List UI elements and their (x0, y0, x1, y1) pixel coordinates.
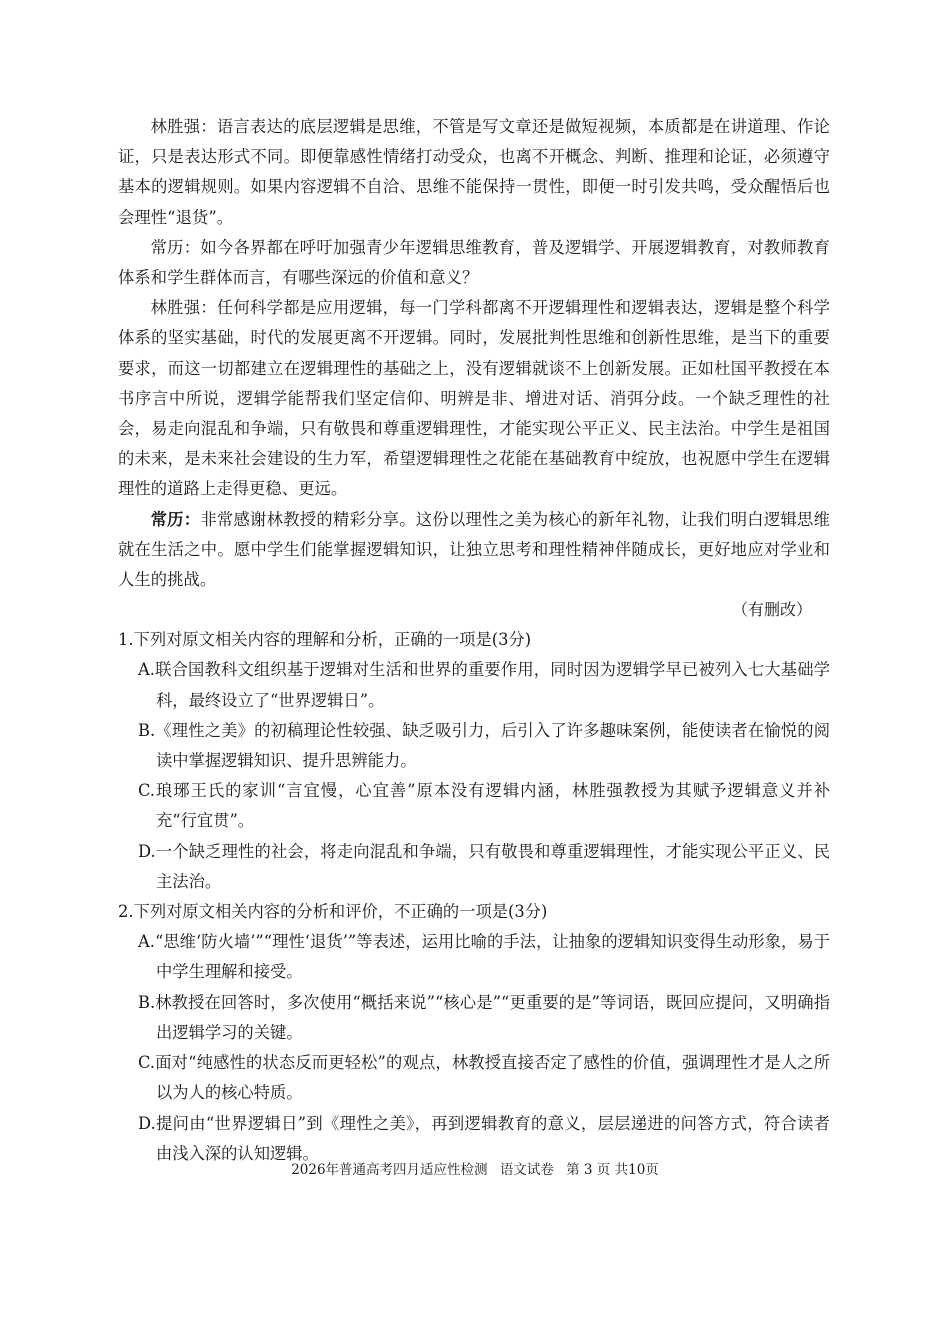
option-letter: B. (138, 992, 156, 1012)
passage-paragraph (118, 233, 830, 293)
paragraph-text: 如今各界都在呼吁加强青少年逻辑思维教育，普及逻辑学、开展逻辑教育，对教师教育体系和学生群体而言，有哪些深远的价值和意义？ (118, 237, 830, 288)
question-stem: 2.下列对原文相关内容的分析和评价，不正确的一项是(3分) (118, 902, 548, 922)
option-letter: B. (138, 720, 156, 740)
option-d (118, 837, 830, 897)
question-stem: 1.下列对原文相关内容的理解和分析，正确的一项是(3分) (118, 630, 532, 650)
option-letter: A. (138, 660, 155, 680)
option-a (118, 655, 830, 715)
option-c (118, 776, 830, 836)
option-text: 联合国教科文组织基于逻辑对生活和世界的重要作用，同时因为逻辑学早已被列入七大基础学科，最终设立了“世界逻辑日”。 (154, 660, 830, 710)
option-text: 林教授在回答时，多次使用“概括来说”“核心是”“更重要的是”等词语，既回应提问，又明确指出逻辑学习的关键。 (155, 992, 830, 1042)
speaker-label: 林胜强： (150, 298, 217, 318)
option-letter: D. (138, 841, 156, 861)
speaker-label: 常历： (150, 509, 201, 529)
page-footer (0, 1160, 950, 1180)
speaker-label: 常历： (150, 237, 201, 257)
speaker-label: 林胜强： (150, 117, 217, 136)
exam-page (118, 112, 830, 1169)
option-b (118, 988, 830, 1048)
passage-paragraph (118, 112, 830, 233)
option-text: 提问由“世界逻辑日”到《理性之美》，再到逻辑教育的意义，层层递进的问答方式，符合读者由浅入深的认知逻辑。 (155, 1113, 830, 1163)
footer-page-number: 第 3 页 共10页 (566, 1162, 659, 1178)
option-letter: A. (138, 932, 155, 952)
option-letter: C. (138, 1053, 156, 1073)
paragraph-text: 非常感谢林教授的精彩分享。这份以理性之美为核心的新年礼物，让我们明白逻辑思维就在生活之中。愿中学生们能掌握逻辑知识，让独立思考和理性精神伴随成长，更好地应对学业和人生的挑战。 (118, 509, 830, 590)
question-1 (118, 625, 830, 897)
question-2 (118, 897, 830, 1169)
option-letter: C. (138, 781, 156, 801)
passage-paragraph (118, 293, 830, 504)
option-text: 琅琊王氏的家训“言宜慢，心宜善”原本没有逻辑内涵，林胜强教授为其赋予逻辑意义并补充“行宜贯”。 (155, 781, 830, 831)
option-text: 《理性之美》的初稿理论性较强、缺乏吸引力，后引入了许多趣味案例，能使读者在愉悦的阅读中掌握逻辑知识、提升思辨能力。 (155, 720, 830, 771)
option-c (118, 1048, 830, 1108)
footer-subject: 语文试卷 (499, 1162, 554, 1178)
revision-note: （有删改） (731, 600, 812, 620)
option-text: 一个缺乏理性的社会，将走向混乱和争端，只有敬畏和尊重逻辑理性，才能实现公平正义、民主法治。 (155, 841, 830, 891)
option-a (118, 927, 830, 987)
paragraph-text: 任何科学都是应用逻辑，每一门学科都离不开逻辑理性和逻辑表达，逻辑是整个科学体系的坚实基础，时代的发展更离不开逻辑。同时，发展批判性思维和创新性思维，是当下的重要要求，而这一切都建立在逻辑理性的基础之上，没有逻辑就谈不上创新发展。正如杜国平教授在本书序言中所说，逻辑学能帮我们坚定信仰、明辨是非、增进对话、消弭分歧。一个缺乏理性的社会，易走向混乱和争端，只有敬畏和尊重逻辑理性，才能实现公平正义、民主法治。中学生是祖国的未来，是未来社会建设的生力军，希望逻辑理性之花能在基础教育中绽放，也祝愿中学生在逻辑理性的道路上走得更稳、更远。 (118, 298, 830, 499)
footer-exam-title: 2026年普通高考四月适应性检测 (291, 1162, 488, 1178)
option-text: “思维‘防火墙’”“理性‘退货’”等表述，运用比喻的手法，让抽象的逻辑知识变得生动形象，易于中学生理解和接受。 (154, 932, 830, 982)
option-b (118, 716, 830, 776)
paragraph-text: 语言表达的底层逻辑是思维，不管是写文章还是做短视频，本质都是在讲道理、作论证，只是表达形式不同。即便靠感性情绪打动受众，也离不开概念、判断、推理和论证，必须遵守基本的逻辑规则。如果内容逻辑不自洽、思维不能保持一贯性，即便一时引发共鸣，受众醒悟后也会理性“退货”。 (118, 117, 830, 227)
option-letter: D. (138, 1113, 156, 1133)
passage-paragraph (118, 505, 830, 596)
option-text: 面对“纯感性的状态反而更轻松”的观点，林教授直接否定了感性的价值，强调理性才是人之所以为人的核心特质。 (155, 1053, 830, 1103)
